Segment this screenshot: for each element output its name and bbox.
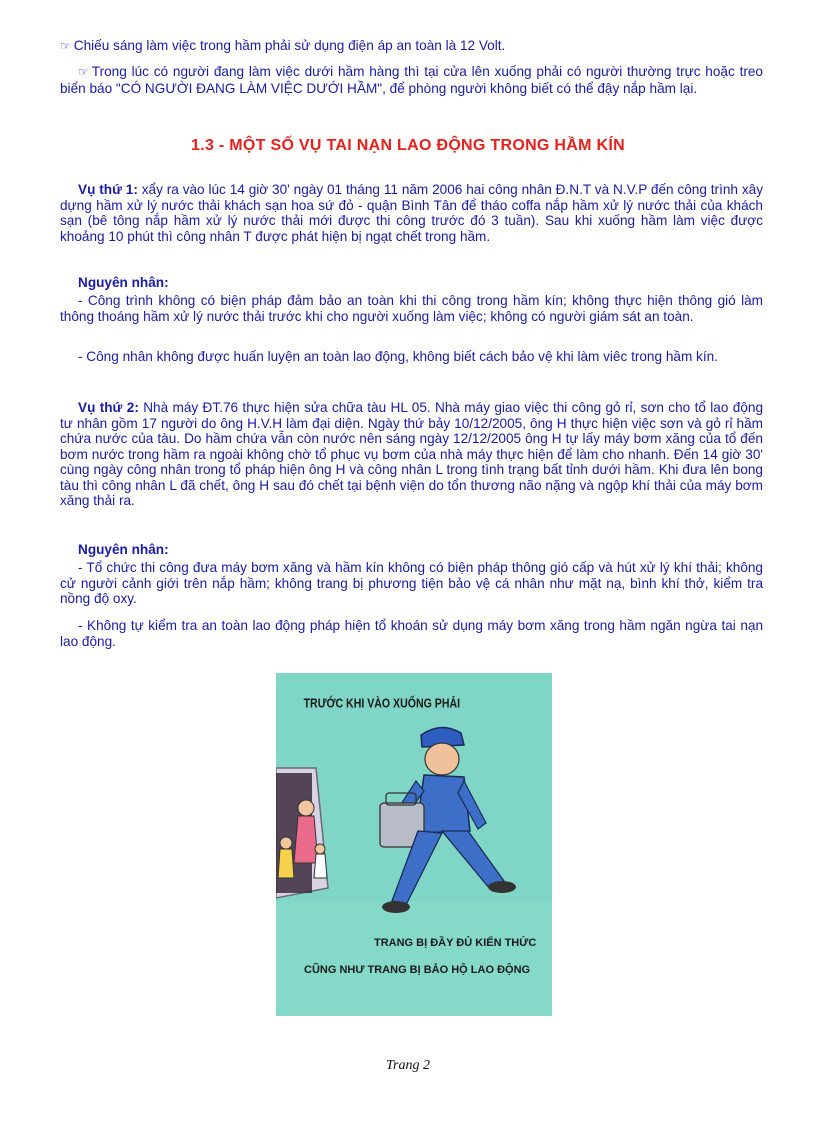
worker-left-shoe	[382, 901, 410, 913]
case2-cause-1: - Tổ chức thi công đưa máy bơm xăng và hầm kín không có biện pháp thông gió cấp và hút xử lý khí thải; không cử người cảnh giới trên nắp hầm; không trang bị phương tiện bảo vệ cá nhân như mặt nạ, bình khí thở, kiểm tra nồng độ oxy.	[60, 560, 763, 606]
case2-text: Nhà máy ĐT.76 thực hiện sửa chữa tàu HL 05. Nhà máy giao việc thi công gỏ rỉ, sơn cho tổ lao động tư nhân gồm 17 người do ông H.V.H làm đại diện. Ngày thứ bảy 10/12/2005, ông H thực hiện việc sơn và gỏ rỉ hầm chứa nước của tàu. Do hầm chứa vẫn còn nước nên sáng ngày 12/12/2005 ông H tự lấy máy bơm xăng của tổ đến bơm nước trong hầm ra ngoài không chờ tổ phục vụ bơm của nhà máy thực hiện để làm cho nhanh. Đến 14 giờ 30' cùng ngày công nhân trong tổ pháp hiện ông H và công nhân L trong tình trạng bất tỉnh dưới hầm. Khi đưa lên bong tàu thì công nhân L đã chết, ông H sau đó chết tại bệnh viện do tổn thương não nặng và ngộp khí thải của máy bơm xăng thải ra.	[60, 400, 764, 508]
poster-bottom-line-1: TRANG BỊ ĐẦY ĐỦ KIẾN THỨC	[374, 937, 537, 949]
safety-poster-illustration	[276, 673, 552, 1016]
case1-label: Vụ thứ 1:	[78, 182, 138, 197]
poster-bottom-line-2: CŨNG NHƯ TRANG BỊ BẢO HỘ LAO ĐỘNG	[304, 964, 531, 976]
family-kid-body	[314, 854, 327, 878]
worker-right-shoe	[488, 881, 516, 893]
intro-bullet-1	[60, 38, 763, 55]
page-number: Trang 2	[386, 1058, 430, 1073]
family-mother-body	[294, 816, 318, 863]
case2-label: Vụ thứ 2:	[78, 400, 139, 415]
case1-cause-2: - Công nhân không được huấn luyện an toàn lao động, không biết cách bảo vệ khi làm viêc trong hầm kín.	[78, 349, 718, 364]
case1-cause-1: - Công trình không có biện pháp đảm bảo an toàn khi thi công trong hầm kín; không thực hiện thông gió làm thông thoáng hầm xử lý nước thải trước khi cho người xuống làm việc; không có người giám sát an toàn.	[60, 293, 763, 324]
poster-top-text: TRƯỚC KHI VÀO XUỐNG PHẢI	[303, 695, 461, 711]
poster-ground	[276, 901, 552, 1016]
intro-bullet-1-text: Chiếu sáng làm việc trong hầm phải sử dụng điện áp an toàn là 12 Volt.	[73, 38, 506, 53]
pointing-hand-icon: ☞	[78, 65, 89, 79]
case1-text: xẩy ra vào lúc 14 giờ 30' ngày 01 tháng 11 năm 2006 hai công nhân Đ.N.T và N.V.P đến công trình xây dựng hầm xử lý nước thải khách sạn hoa sứ đỏ - quận Bình Tân để tháo coffa nắp hầm xử lý nước thải của khách sạn (bê tông nắp hầm xử lý nước thải mới được thi công trước đó 3 tuần). Sau khi xuống hầm làm việc được khoảng 10 phút thì công nhân T được phát hiện bị ngạt chết trong hầm.	[60, 182, 763, 244]
case2-paragraph	[60, 400, 763, 509]
worker-head	[425, 743, 459, 775]
case1-paragraph	[60, 182, 763, 244]
family-kid-head	[315, 844, 325, 854]
case1-cause-label: Nguyên nhân:	[78, 275, 169, 290]
family-child-head	[280, 837, 292, 849]
case2-cause-label: Nguyên nhân:	[78, 542, 169, 557]
case2-cause-2: - Không tự kiểm tra an toàn lao động pháp hiện tổ khoán sử dụng máy bơm xăng trong hầm ngăn ngừa tai nạn lao động.	[60, 618, 763, 649]
family-mother-head	[298, 800, 314, 816]
pointing-hand-icon: ☞	[60, 39, 71, 53]
intro-bullet-2-text: Trong lúc có người đang làm việc dưới hầm hàng thì tại cửa lên xuống phải có người thường trực hoặc treo biển báo "CÓ NGƯỜI ĐANG LÀM VIỆC DƯỚI HẦM", để phòng người không biết có thể đậy nắp hầm lại.	[60, 64, 763, 96]
family-child-body	[278, 849, 294, 878]
section-heading: 1.3 - MỘT SỐ VỤ TAI NẠN LAO ĐỘNG TRONG HẦM KÍN	[191, 137, 625, 154]
intro-bullet-2	[60, 64, 763, 96]
safety-poster	[276, 673, 552, 1016]
